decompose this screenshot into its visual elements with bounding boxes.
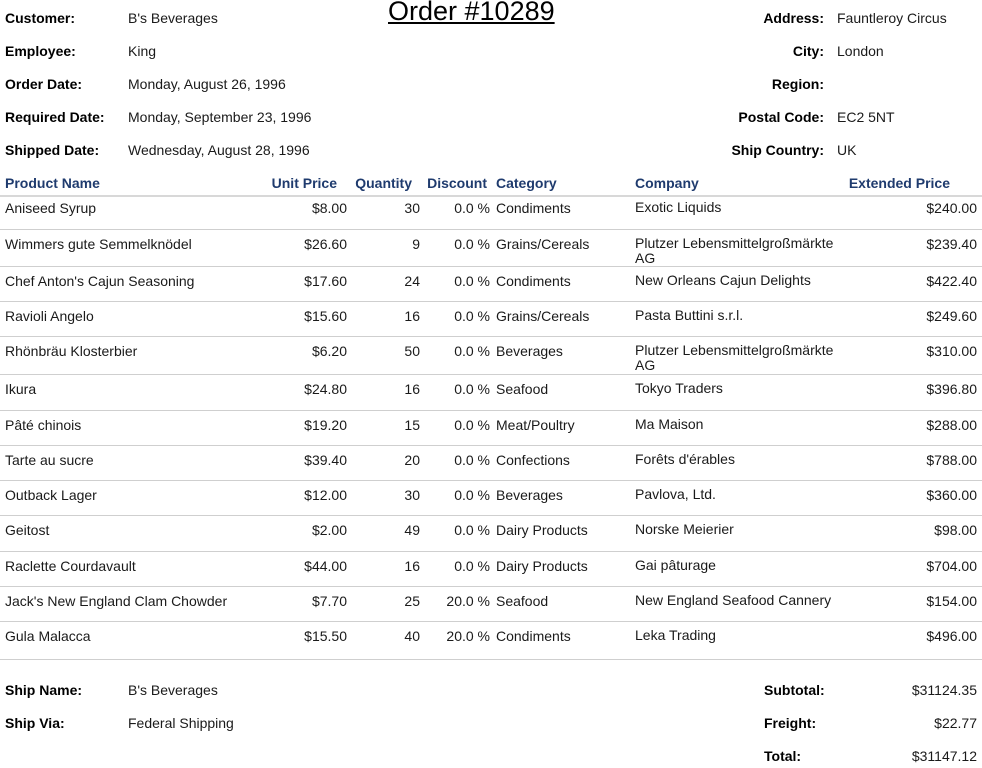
company-cell: Gai pâturage bbox=[635, 557, 716, 573]
discount-cell: 0.0 % bbox=[454, 343, 490, 359]
extended-price-cell: $396.80 bbox=[926, 381, 977, 397]
extended-price-cell: $240.00 bbox=[926, 200, 977, 216]
quantity-cell: 20 bbox=[404, 452, 420, 468]
ship-via-value: Federal Shipping bbox=[128, 715, 234, 731]
discount-cell: 0.0 % bbox=[454, 417, 490, 433]
required-date-label: Required Date: bbox=[5, 109, 105, 125]
unit-price-cell: $8.00 bbox=[311, 200, 347, 216]
company-cell: Forêts d'érables bbox=[635, 451, 735, 467]
postal-code-value: EC2 5NT bbox=[837, 109, 895, 125]
required-date-value: Monday, September 23, 1996 bbox=[128, 109, 312, 125]
row-divider bbox=[0, 621, 982, 622]
unit-price-cell: $44.00 bbox=[304, 558, 347, 574]
ship-country-value: UK bbox=[837, 142, 857, 158]
category-cell: Dairy Products bbox=[496, 522, 588, 538]
row-divider bbox=[0, 410, 982, 411]
unit-price-cell: $15.50 bbox=[304, 628, 347, 644]
discount-cell: 0.0 % bbox=[454, 236, 490, 252]
order-date-label: Order Date: bbox=[5, 76, 83, 92]
ship-name-label: Ship Name: bbox=[5, 682, 83, 698]
freight-value: $22.77 bbox=[934, 715, 977, 731]
col-quantity: Quantity bbox=[355, 175, 412, 191]
order-date-value: Monday, August 26, 1996 bbox=[128, 76, 286, 92]
discount-cell: 0.0 % bbox=[454, 381, 490, 397]
product-name-cell: Ikura bbox=[5, 381, 37, 397]
category-cell: Meat/Poultry bbox=[496, 417, 575, 433]
extended-price-cell: $704.00 bbox=[926, 558, 977, 574]
quantity-cell: 30 bbox=[404, 487, 420, 503]
row-divider bbox=[0, 480, 982, 481]
product-name-cell: Ravioli Angelo bbox=[5, 308, 94, 324]
product-name-cell: Rhönbräu Klosterbier bbox=[5, 343, 138, 359]
product-name-cell: Aniseed Syrup bbox=[5, 200, 97, 216]
ship-via-label: Ship Via: bbox=[5, 715, 65, 731]
category-cell: Beverages bbox=[496, 343, 563, 359]
address-value: Fauntleroy Circus bbox=[837, 10, 947, 26]
company-cell: Exotic Liquids bbox=[635, 199, 722, 215]
postal-code-label: Postal Code: bbox=[738, 109, 824, 125]
quantity-cell: 50 bbox=[404, 343, 420, 359]
city-value: London bbox=[837, 43, 884, 59]
category-cell: Condiments bbox=[496, 273, 571, 289]
discount-cell: 0.0 % bbox=[454, 452, 490, 468]
quantity-cell: 16 bbox=[404, 308, 420, 324]
extended-price-cell: $310.00 bbox=[926, 343, 977, 359]
customer-label: Customer: bbox=[5, 10, 76, 26]
company-cell: Plutzer Lebensmittelgroßmärkte AG bbox=[635, 342, 834, 373]
row-divider bbox=[0, 586, 982, 587]
row-divider bbox=[0, 301, 982, 302]
unit-price-cell: $15.60 bbox=[304, 308, 347, 324]
shipped-date-label: Shipped Date: bbox=[5, 142, 100, 158]
extended-price-cell: $98.00 bbox=[934, 522, 977, 538]
extended-price-cell: $788.00 bbox=[926, 452, 977, 468]
col-extended-price: Extended Price bbox=[848, 175, 950, 191]
extended-price-cell: $422.40 bbox=[926, 273, 977, 289]
row-divider bbox=[0, 336, 982, 337]
category-cell: Beverages bbox=[496, 487, 563, 503]
product-name-cell: Outback Lager bbox=[5, 487, 97, 503]
discount-cell: 0.0 % bbox=[454, 308, 490, 324]
product-name-cell: Pâté chinois bbox=[5, 417, 82, 433]
quantity-cell: 16 bbox=[404, 558, 420, 574]
discount-cell: 20.0 % bbox=[446, 628, 490, 644]
extended-price-cell: $360.00 bbox=[926, 487, 977, 503]
employee-label: Employee: bbox=[5, 43, 76, 59]
quantity-cell: 25 bbox=[404, 593, 420, 609]
quantity-cell: 15 bbox=[404, 417, 420, 433]
unit-price-cell: $26.60 bbox=[304, 236, 347, 252]
category-cell: Seafood bbox=[496, 593, 549, 609]
company-cell: Leka Trading bbox=[635, 627, 716, 643]
row-divider bbox=[0, 229, 982, 230]
row-divider bbox=[0, 515, 982, 516]
address-label: Address: bbox=[763, 10, 824, 26]
discount-cell: 0.0 % bbox=[454, 200, 490, 216]
col-company: Company bbox=[635, 175, 699, 191]
quantity-cell: 49 bbox=[404, 522, 420, 538]
extended-price-cell: $288.00 bbox=[926, 417, 977, 433]
customer-value: B's Beverages bbox=[128, 10, 218, 26]
discount-cell: 20.0 % bbox=[446, 593, 490, 609]
company-cell: Norske Meierier bbox=[635, 521, 734, 537]
subtotal-value: $31124.35 bbox=[911, 682, 977, 698]
footer-divider bbox=[0, 659, 982, 660]
subtotal-label: Subtotal: bbox=[764, 682, 825, 698]
unit-price-cell: $6.20 bbox=[311, 343, 347, 359]
company-cell: Pavlova, Ltd. bbox=[635, 486, 716, 502]
city-label: City: bbox=[792, 43, 824, 59]
discount-cell: 0.0 % bbox=[454, 273, 490, 289]
product-name-cell: Jack's New England Clam Chowder bbox=[5, 593, 228, 609]
col-unit-price: Unit Price bbox=[271, 175, 337, 191]
total-value: $31147.12 bbox=[911, 748, 977, 764]
page-title: Order #10289 bbox=[388, 0, 555, 26]
quantity-cell: 40 bbox=[404, 628, 420, 644]
category-cell: Condiments bbox=[496, 628, 571, 644]
company-cell: Tokyo Traders bbox=[635, 380, 723, 396]
unit-price-cell: $12.00 bbox=[304, 487, 347, 503]
company-cell: Ma Maison bbox=[635, 416, 704, 432]
unit-price-cell: $39.40 bbox=[304, 452, 347, 468]
product-name-cell: Raclette Courdavault bbox=[5, 558, 136, 574]
unit-price-cell: $24.80 bbox=[304, 381, 347, 397]
category-cell: Confections bbox=[496, 452, 570, 468]
category-cell: Condiments bbox=[496, 200, 571, 216]
employee-value: King bbox=[128, 43, 157, 59]
product-name-cell: Chef Anton's Cajun Seasoning bbox=[5, 273, 195, 289]
unit-price-cell: $19.20 bbox=[304, 417, 347, 433]
unit-price-cell: $2.00 bbox=[311, 522, 347, 538]
quantity-cell: 16 bbox=[404, 381, 420, 397]
row-divider bbox=[0, 374, 982, 375]
category-cell: Dairy Products bbox=[496, 558, 588, 574]
quantity-cell: 30 bbox=[404, 200, 420, 216]
row-divider bbox=[0, 266, 982, 267]
col-product-name: Product Name bbox=[5, 175, 100, 191]
ship-name-value: B's Beverages bbox=[128, 682, 218, 698]
extended-price-cell: $154.00 bbox=[926, 593, 977, 609]
company-cell: New Orleans Cajun Delights bbox=[635, 272, 811, 288]
freight-label: Freight: bbox=[764, 715, 817, 731]
product-name-cell: Wimmers gute Semmelknödel bbox=[5, 236, 192, 252]
category-cell: Seafood bbox=[496, 381, 549, 397]
product-name-cell: Gula Malacca bbox=[5, 628, 91, 644]
unit-price-cell: $7.70 bbox=[311, 593, 347, 609]
ship-country-label: Ship Country: bbox=[731, 142, 824, 158]
quantity-cell: 9 bbox=[412, 236, 420, 252]
company-cell: Plutzer Lebensmittelgroßmärkte AG bbox=[635, 235, 834, 266]
discount-cell: 0.0 % bbox=[454, 558, 490, 574]
extended-price-cell: $239.40 bbox=[926, 236, 977, 252]
product-name-cell: Tarte au sucre bbox=[5, 452, 94, 468]
company-cell: Pasta Buttini s.r.l. bbox=[635, 307, 744, 323]
unit-price-cell: $17.60 bbox=[304, 273, 347, 289]
company-cell: New England Seafood Cannery bbox=[635, 592, 832, 608]
col-discount: Discount bbox=[427, 175, 487, 191]
quantity-cell: 24 bbox=[404, 273, 420, 289]
product-name-cell: Geitost bbox=[5, 522, 50, 538]
discount-cell: 0.0 % bbox=[454, 522, 490, 538]
extended-price-cell: $496.00 bbox=[926, 628, 977, 644]
category-cell: Grains/Cereals bbox=[496, 236, 590, 252]
extended-price-cell: $249.60 bbox=[926, 308, 977, 324]
region-label: Region: bbox=[771, 76, 824, 92]
discount-cell: 0.0 % bbox=[454, 487, 490, 503]
shipped-date-value: Wednesday, August 28, 1996 bbox=[128, 142, 310, 158]
total-label: Total: bbox=[764, 748, 802, 764]
header-divider bbox=[0, 195, 982, 197]
row-divider bbox=[0, 551, 982, 552]
col-category: Category bbox=[496, 175, 557, 191]
category-cell: Grains/Cereals bbox=[496, 308, 590, 324]
row-divider bbox=[0, 445, 982, 446]
